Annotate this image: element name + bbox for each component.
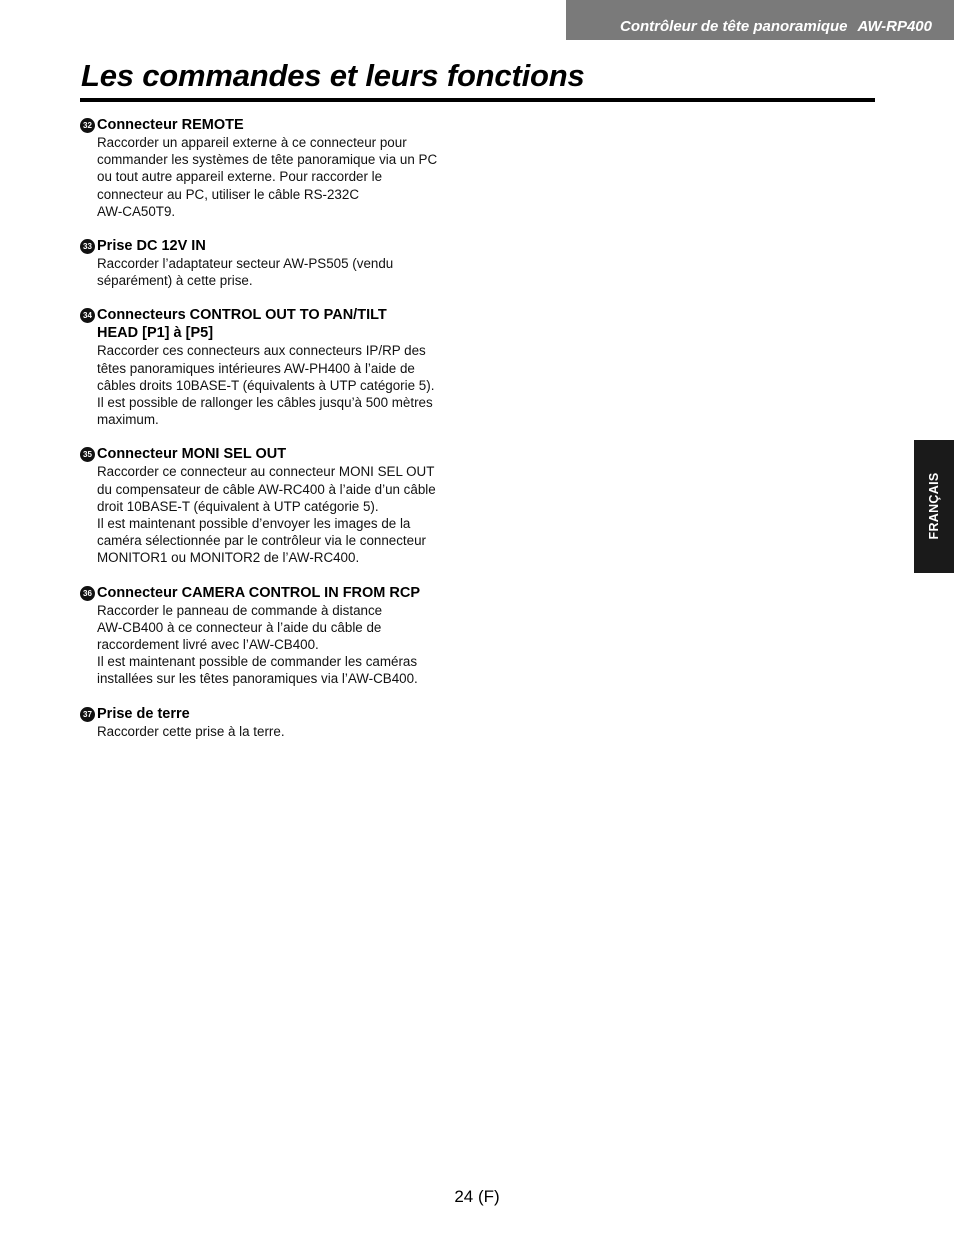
section-body-line: AW-CB400 à ce connecteur à l’aide du câble de bbox=[97, 619, 382, 635]
page-title: Les commandes et leurs fonctions bbox=[81, 58, 585, 93]
section-body-line: caméra sélectionnée par le contrôleur via le connecteur bbox=[97, 533, 426, 549]
section-body-line: ou tout autre appareil externe. Pour raccorder le bbox=[97, 169, 383, 185]
section-body-line: commander les systèmes de tête panoramique via un PC bbox=[97, 152, 438, 168]
section-body-line: têtes panoramiques intérieures AW-PH400 à l’aide de bbox=[97, 360, 415, 376]
page-number: 24 (F) bbox=[454, 1187, 500, 1206]
section-heading-line: Prise DC 12V IN bbox=[97, 238, 206, 255]
section-body bbox=[97, 134, 470, 220]
circled-number-icon: 36 bbox=[80, 586, 95, 601]
section-heading bbox=[97, 116, 470, 134]
header-title: Contrôleur de tête panoramique bbox=[620, 18, 848, 35]
circled-number-icon: 32 bbox=[80, 118, 95, 133]
section-body-line: maximum. bbox=[97, 412, 159, 428]
section-body bbox=[97, 602, 470, 688]
section-heading bbox=[97, 584, 470, 602]
section-36 bbox=[80, 584, 470, 688]
section-heading-line: Connecteur REMOTE bbox=[97, 117, 244, 133]
circled-number-icon: 35 bbox=[80, 447, 95, 462]
section-33 bbox=[80, 237, 470, 289]
title-divider bbox=[80, 98, 875, 102]
section-body-line: Raccorder le panneau de commande à distance bbox=[97, 602, 383, 618]
section-body-line: Raccorder ces connecteurs aux connecteurs IP/RP des bbox=[97, 343, 426, 359]
section-body-line: séparément) à cette prise. bbox=[97, 273, 253, 289]
section-body-line: Raccorder un appareil externe à ce connecteur pour bbox=[97, 135, 407, 150]
section-body-line: raccordement livré avec l’AW-CB400. bbox=[97, 637, 319, 653]
section-body-line: Raccorder l’adaptateur secteur AW-PS505 (vendu bbox=[97, 256, 394, 272]
section-body-line: Raccorder cette prise à la terre. bbox=[97, 723, 285, 739]
section-heading-line: Connecteurs CONTROL OUT TO PAN/TILT bbox=[97, 307, 387, 324]
content-column bbox=[80, 116, 470, 757]
section-34 bbox=[80, 306, 470, 428]
section-body-line: câbles droits 10BASE-T (équivalents à UTP catégorie 5). bbox=[97, 377, 435, 393]
section-body-line: installées sur les têtes panoramiques via l’AW-CB400. bbox=[97, 671, 418, 687]
section-heading bbox=[97, 705, 470, 723]
section-body-line: Il est maintenant possible d’envoyer les images de la bbox=[97, 516, 411, 532]
section-35 bbox=[80, 445, 470, 566]
section-body-line: Il est possible de rallonger les câbles jusqu’à 500 mètres bbox=[97, 395, 433, 411]
section-heading-line: Prise de terre bbox=[97, 705, 190, 722]
section-body-line: du compensateur de câble AW-RC400 à l’aide d’un câble bbox=[97, 481, 436, 497]
language-tab-label: FRANÇAIS bbox=[927, 472, 941, 540]
section-body bbox=[97, 255, 470, 289]
section-heading bbox=[97, 445, 470, 463]
circled-number-icon: 34 bbox=[80, 308, 95, 323]
section-body bbox=[97, 463, 470, 566]
section-heading bbox=[97, 306, 470, 342]
circled-number-icon: 33 bbox=[80, 239, 95, 254]
section-body-line: connecteur au PC, utiliser le câble RS-232C bbox=[97, 186, 359, 202]
section-heading bbox=[97, 237, 470, 255]
section-heading-line: Connecteur CAMERA CONTROL IN FROM RCP bbox=[97, 584, 421, 601]
section-32 bbox=[80, 116, 470, 220]
section-body-line: MONITOR1 ou MONITOR2 de l’AW-RC400. bbox=[97, 550, 360, 566]
section-body-line: Il est maintenant possible de commander les caméras bbox=[97, 654, 418, 670]
section-body-line: droit 10BASE-T (équivalent à UTP catégorie 5). bbox=[97, 498, 379, 514]
language-side-tab bbox=[914, 440, 954, 573]
section-body-line: AW-CA50T9. bbox=[97, 203, 176, 219]
section-body-line: Raccorder ce connecteur au connecteur MONI SEL OUT bbox=[97, 464, 435, 480]
circled-number-icon: 37 bbox=[80, 707, 95, 722]
header-model: AW-RP400 bbox=[857, 18, 932, 35]
document-header bbox=[566, 0, 954, 40]
section-body bbox=[97, 723, 470, 740]
section-heading-line: HEAD [P1] à [P5] bbox=[97, 325, 214, 342]
section-heading-line: Connecteur MONI SEL OUT bbox=[97, 446, 287, 463]
section-body bbox=[97, 342, 470, 428]
section-37 bbox=[80, 705, 470, 740]
